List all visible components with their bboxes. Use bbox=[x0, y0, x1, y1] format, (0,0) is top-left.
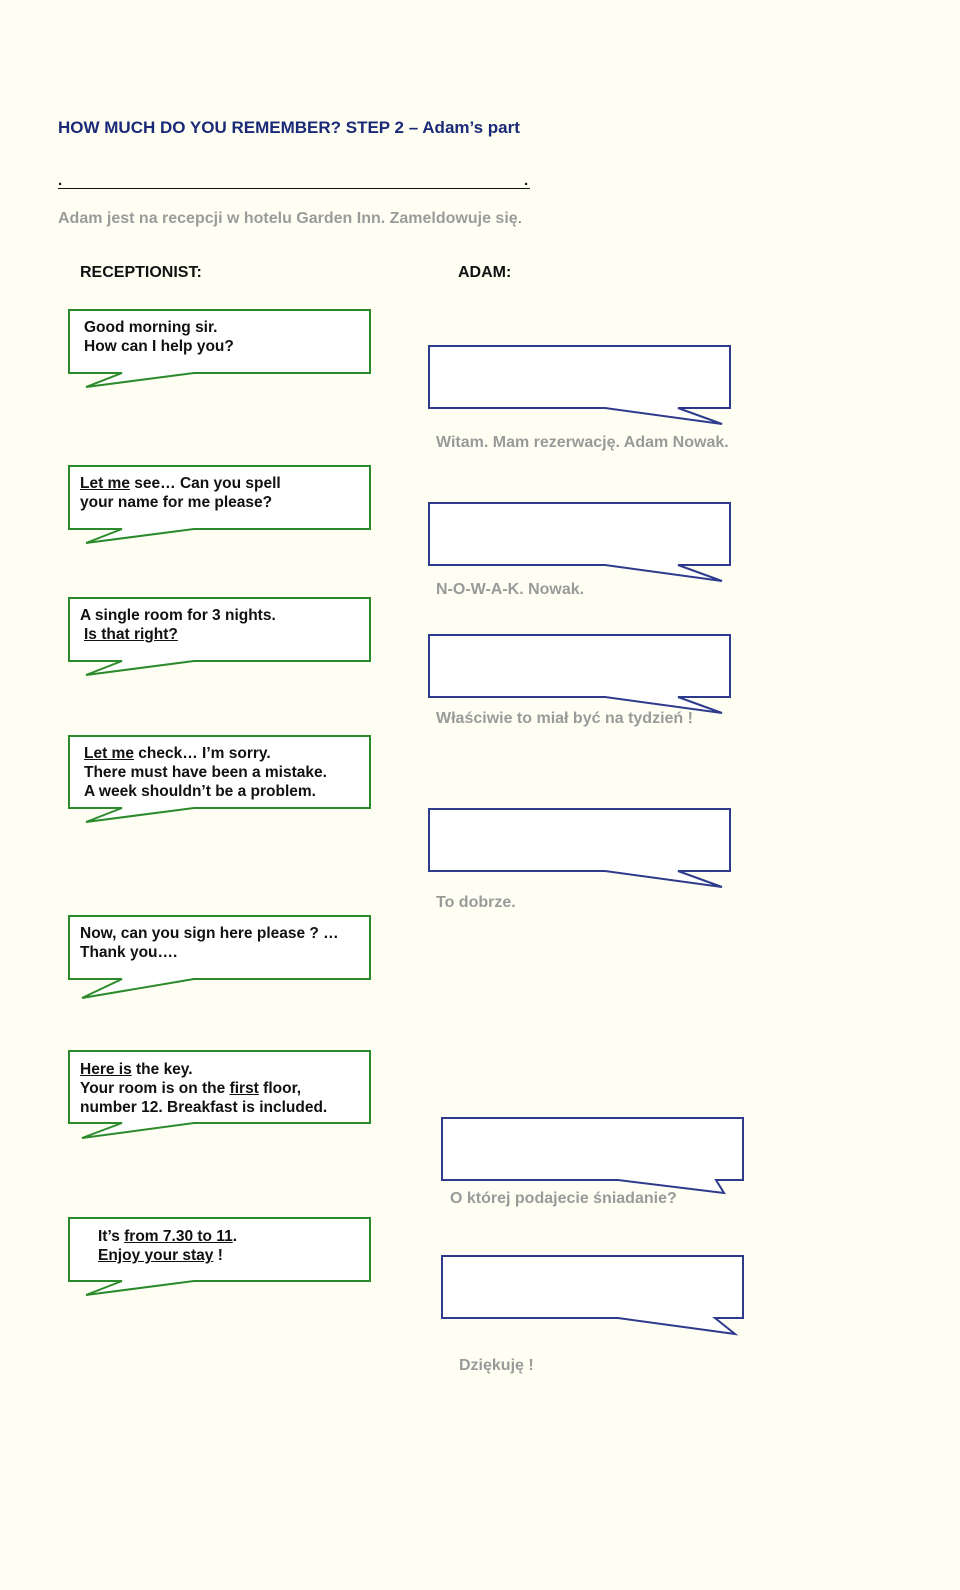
intro-end: . bbox=[517, 210, 523, 227]
adam-answer-bubble-6[interactable] bbox=[441, 1255, 745, 1337]
adam-answer-bubble-1[interactable] bbox=[428, 345, 732, 427]
page-title: HOW MUCH DO YOU REMEMBER? STEP 2 – Adam’s part bbox=[58, 118, 520, 137]
receptionist-4-line-1: check… I’m sorry. bbox=[133, 745, 271, 762]
intro-text bbox=[58, 210, 522, 228]
receptionist-1-line-2: How can I help you? bbox=[84, 338, 234, 355]
receptionist-7-line-1a: It’s bbox=[98, 1228, 125, 1245]
receptionist-7-line-1b: . bbox=[232, 1228, 237, 1245]
receptionist-3-underlined: Is that right? bbox=[84, 626, 178, 643]
blank-start: . bbox=[58, 172, 63, 189]
receptionist-5-line-2: Thank you…. bbox=[80, 944, 178, 961]
blank-end: . bbox=[524, 172, 529, 189]
receptionist-2-line-1: see… Can you spell bbox=[129, 475, 281, 492]
name-blank-line[interactable] bbox=[58, 188, 530, 189]
receptionist-6-line-2-underlined: first bbox=[229, 1080, 259, 1097]
receptionist-6-line-2a: Your room is on the bbox=[80, 1080, 230, 1097]
receptionist-text-2 bbox=[80, 474, 281, 512]
receptionist-1-line-1: Good morning sir. bbox=[84, 319, 218, 336]
receptionist-text-3 bbox=[80, 606, 276, 644]
receptionist-6-line-3: number 12. Breakfast is included. bbox=[80, 1099, 328, 1116]
receptionist-4-line-2: There must have been a mistake. bbox=[84, 764, 327, 781]
receptionist-5-line-1: Now, can you sign here please ? … bbox=[80, 925, 339, 942]
adam-answer-bubble-4[interactable] bbox=[428, 808, 732, 890]
adam-answer-bubble-5[interactable] bbox=[441, 1117, 745, 1199]
receptionist-6-line-2b: floor, bbox=[258, 1080, 302, 1097]
receptionist-text-6 bbox=[80, 1060, 327, 1117]
receptionist-text-7 bbox=[98, 1227, 237, 1265]
receptionist-6-underlined: Here is bbox=[80, 1061, 132, 1078]
adam-hint-3: Właściwie to miał być na tydzień ! bbox=[436, 710, 693, 727]
receptionist-3-line-1: A single room for 3 nights. bbox=[80, 607, 276, 624]
intro-main: Adam jest na recepcji w hotelu Garden Inn. Zameldowuje się bbox=[58, 210, 518, 227]
receptionist-7-line-2b: ! bbox=[213, 1247, 223, 1264]
receptionist-2-underlined: Let me bbox=[80, 475, 130, 492]
receptionist-text-5 bbox=[80, 924, 339, 962]
receptionist-2-line-2: your name for me please? bbox=[80, 494, 273, 511]
adam-hint-1: Witam. Mam rezerwację. Adam Nowak. bbox=[436, 434, 729, 451]
adam-hint-6: Dziękuję ! bbox=[459, 1357, 534, 1374]
adam-hint-4: To dobrze. bbox=[436, 894, 516, 911]
adam-hint-2: N-O-W-A-K. Nowak. bbox=[436, 581, 585, 598]
adam-answer-bubble-3[interactable] bbox=[428, 634, 732, 716]
receptionist-heading: RECEPTIONIST: bbox=[80, 264, 202, 281]
adam-heading: ADAM: bbox=[458, 264, 512, 281]
receptionist-4-underlined: Let me bbox=[84, 745, 134, 762]
receptionist-7-line-2-underlined: Enjoy your stay bbox=[98, 1247, 214, 1264]
receptionist-text-1 bbox=[84, 318, 234, 356]
receptionist-7-line-1-underlined: from 7.30 to 11 bbox=[124, 1228, 233, 1245]
receptionist-4-line-3: A week shouldn’t be a problem. bbox=[84, 783, 316, 800]
adam-hint-5: O której podajecie śniadanie? bbox=[450, 1190, 677, 1207]
receptionist-text-4 bbox=[80, 744, 327, 801]
receptionist-6-line-1: the key. bbox=[131, 1061, 193, 1078]
adam-answer-bubble-2[interactable] bbox=[428, 502, 732, 584]
